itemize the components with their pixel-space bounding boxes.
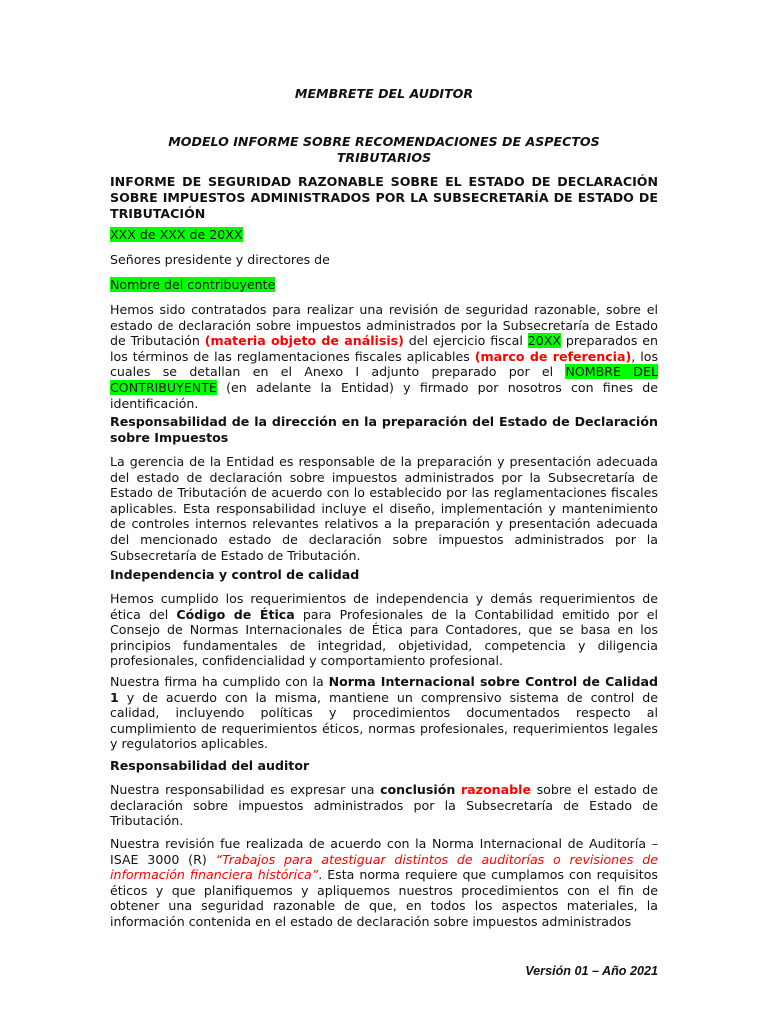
ethics-text-2: para Profesionales de la Contabilidad emitido por el Consejo de Normas Internacionales de Ética para Contadores, que se basa en los principios fundamentales de integridad, objetividad, competencia y diligencia profesionales, confidencialidad y comportamiento profesional. xyxy=(110,606,659,669)
date-placeholder: XXX de XXX de 20XX xyxy=(110,227,243,242)
intro-text-1: Hemos sido contratados para realizar una revisión de seguridad razonable, sobre el estado de declaración sobre impuestos administrados por la Subsecretaría de Estado de Tributación xyxy=(110,302,658,349)
subject-matter-note: (materia objeto de análisis) xyxy=(204,333,404,349)
auditor-text-1: Nuestra responsabilidad es expresar una xyxy=(110,782,381,797)
management-paragraph: La gerencia de la Entidad es responsable de la preparación y presentación adecuada del estado de declaración sobre impuestos administrados por la Subsecretaría de Estado de Tributación de acuerdo con lo establecido por las reglamentaciones fiscales aplicables. Esta responsabilidad incluye el diseño, implementación y mantenimiento de controles internos relevantes relativos a la preparación y presentación adecuada del mencionado estado de declaración sobre impuestos administrados por la Subsecretaría de Estado de Tributación. xyxy=(110,454,658,563)
auditor-text-2: sobre el estado de declaración sobre impuestos administrados por la Subsecretaría de Estado de Tributación. xyxy=(110,782,659,829)
auditor-responsibility-paragraph xyxy=(110,782,658,829)
section-heading-management: Responsabilidad de la dirección en la preparación del Estado de Declaración sobre Impuestos xyxy=(110,414,658,445)
ethics-paragraph xyxy=(110,591,658,669)
model-title xyxy=(110,134,658,166)
qc-text-2: y de acuerdo con la misma, mantiene un comprensivo sistema de control de calidad, incluyendo políticas y procedimientos documentados respecto al cumplimiento de requerimientos éticos, normas profesionales, requerimientos legales y regulatorios aplicables. xyxy=(110,689,658,752)
date-line xyxy=(110,227,658,243)
conclusion-word: conclusión xyxy=(380,782,456,797)
ethics-text-1: Hemos cumplido los requerimientos de independencia y demás requerimientos de ética del xyxy=(110,591,658,622)
qc-text-1: Nuestra firma ha cumplido con la xyxy=(110,674,329,689)
version-footer: Versión 01 – Año 2021 xyxy=(525,964,658,978)
taxpayer-name-placeholder: NOMBRE DEL CONTRIBUYENTE xyxy=(110,364,658,395)
salutation: Señores presidente y directores de xyxy=(110,252,330,267)
letterhead-placeholder: MEMBRETE DEL AUDITOR xyxy=(294,86,474,101)
section-heading-independence: Independencia y control de calidad xyxy=(110,567,360,582)
code-of-ethics: Código de Ética xyxy=(176,606,295,622)
framework-note: (marco de referencia) xyxy=(474,348,632,364)
isae-paragraph xyxy=(110,836,658,930)
reasonable-word: razonable xyxy=(460,782,531,797)
section-heading-auditor: Responsabilidad del auditor xyxy=(110,758,310,773)
intro-text-4: , los cuales se detallan en el Anexo I adjunto preparado por el xyxy=(110,348,659,380)
intro-text-2: del ejercicio fiscal xyxy=(403,333,528,349)
taxpayer-line xyxy=(110,277,658,293)
intro-text-5: (en adelante la Entidad) y firmado por nosotros con fines de identificación. xyxy=(110,379,658,411)
report-title: INFORME DE SEGURIDAD RAZONABLE SOBRE EL ESTADO DE DECLARACIÓN SOBRE IMPUESTOS ADMINISTRADOS POR LA SUBSECRETARÍA DE ESTADO DE TRIBUTACIÓN xyxy=(110,174,658,221)
isae-text-1: Nuestra revisión fue realizada de acuerdo con la Norma Internacional de Auditoría – ISAE 3000 (R) xyxy=(110,836,658,867)
quality-control-paragraph xyxy=(110,674,658,752)
intro-paragraph xyxy=(110,302,658,411)
model-title-line1: MODELO INFORME SOBRE RECOMENDACIONES DE ASPECTOS xyxy=(168,134,600,149)
taxpayer-placeholder: Nombre del contribuyente xyxy=(110,277,276,292)
isae-title: “Trabajos para atestiguar distintos de auditorías o revisiones de información financiera histórica” xyxy=(110,851,659,883)
intro-text-3: preparados en los términos de las reglamentaciones fiscales aplicables xyxy=(110,333,658,364)
model-title-line2: TRIBUTARIOS xyxy=(336,150,432,165)
fiscal-year-placeholder: 20XX xyxy=(527,333,561,349)
iscq1-name: Norma Internacional sobre Control de Calidad 1 xyxy=(110,674,658,705)
isae-text-2: . Esta norma requiere que cumplamos con requisitos éticos y que planifiquemos y apliquemos nuestros procedimientos con el fin de obtener una seguridad razonable de que, en todos los aspectos materiales, la información contenida en el estado de declaración sobre impuestos administrados xyxy=(110,867,658,929)
